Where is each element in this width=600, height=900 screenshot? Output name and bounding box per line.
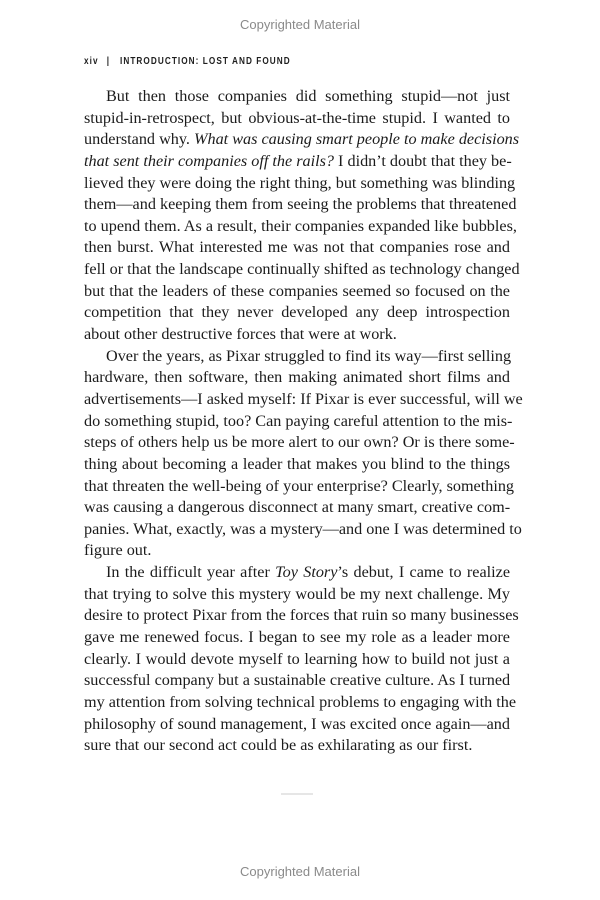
text-line: that sent their companies off the rails? I didn’t doubt that they be-	[84, 151, 512, 170]
text-line: that threaten the well-being of your enterprise? Clearly, something	[84, 476, 515, 495]
text-line: about other destructive forces that were at work.	[84, 325, 397, 344]
running-head	[84, 56, 291, 67]
text-line: to upend them. As a result, their companies expanded like bubbles,	[84, 216, 517, 235]
text-line: hardware, then software, then making animated short films and	[84, 368, 510, 387]
text-line: but that the leaders of these companies seemed so focused on the	[84, 281, 510, 300]
copyright-watermark-bottom: Copyrighted Material	[240, 864, 360, 879]
section-divider	[281, 793, 313, 795]
text-line: advertisements—I asked myself: If Pixar is ever successful, will we	[84, 389, 523, 408]
text-line: fell or that the landscape continually shifted as technology changed	[84, 260, 520, 279]
italic-question: that sent their companies off the rails?	[84, 151, 334, 170]
text-line: In the difficult year after Toy Story’s debut, I came to realize	[106, 563, 511, 582]
paragraph	[84, 562, 519, 757]
running-head-separator: |	[106, 56, 111, 67]
text-line: panies. What, exactly, was a mystery—and one I was determined to	[84, 519, 522, 538]
text-line: that trying to solve this mystery would be my next challenge. My	[84, 584, 510, 603]
text-line: figure out.	[84, 541, 152, 560]
italic-question: What was causing smart people to make decisions	[194, 130, 520, 149]
text-line: was causing a dangerous disconnect at many smart, creative com-	[84, 498, 511, 517]
text-line: But then those companies did something stupid—not just	[106, 87, 510, 105]
text-line: gave me renewed focus. I began to see my role as a leader more	[84, 628, 510, 647]
text-line: sure that our second act could be as exhilarating as our first.	[84, 736, 473, 755]
page-number: xiv	[84, 56, 99, 67]
text-line: do something stupid, too? Can paying careful attention to the mis-	[84, 411, 513, 430]
text-line: philosophy of sound management, I was excited once again—and	[84, 714, 510, 733]
copyright-watermark-top: Copyrighted Material	[240, 17, 360, 32]
film-title: Toy Story	[275, 563, 338, 582]
text-line: desire to protect Pixar from the forces that ruin so many businesses	[84, 606, 519, 625]
text-line: then burst. What interested me was not that companies rose and	[84, 238, 510, 257]
body-text	[84, 86, 523, 757]
text-line: steps of others help us be more alert to our own? Or is there some-	[84, 433, 515, 452]
paragraph	[84, 86, 520, 346]
text-line: successful company but a sustainable creative culture. As I turned	[84, 671, 511, 690]
paragraph	[84, 346, 523, 562]
text-line: lieved they were doing the right thing, but something was blinding	[84, 173, 516, 192]
text-line: Over the years, as Pixar struggled to find its way—first selling	[106, 346, 512, 365]
text-line: stupid-in-retrospect, but obvious-at-the-time stupid. I wanted to	[84, 108, 510, 127]
text-line: clearly. I would devote myself to learning how to build not just a	[84, 649, 510, 668]
text-line: competition that they never developed any deep introspection	[84, 303, 510, 322]
text-line: thing about becoming a leader that makes you blind to the things	[84, 454, 510, 473]
chapter-title: INTRODUCTION: LOST AND FOUND	[120, 56, 291, 67]
text-line: my attention from solving technical problems to engaging with the	[84, 692, 517, 711]
text-line: them—and keeping them from seeing the problems that threatened	[84, 195, 517, 214]
text-line: understand why. What was causing smart people to make decisions	[84, 130, 520, 149]
